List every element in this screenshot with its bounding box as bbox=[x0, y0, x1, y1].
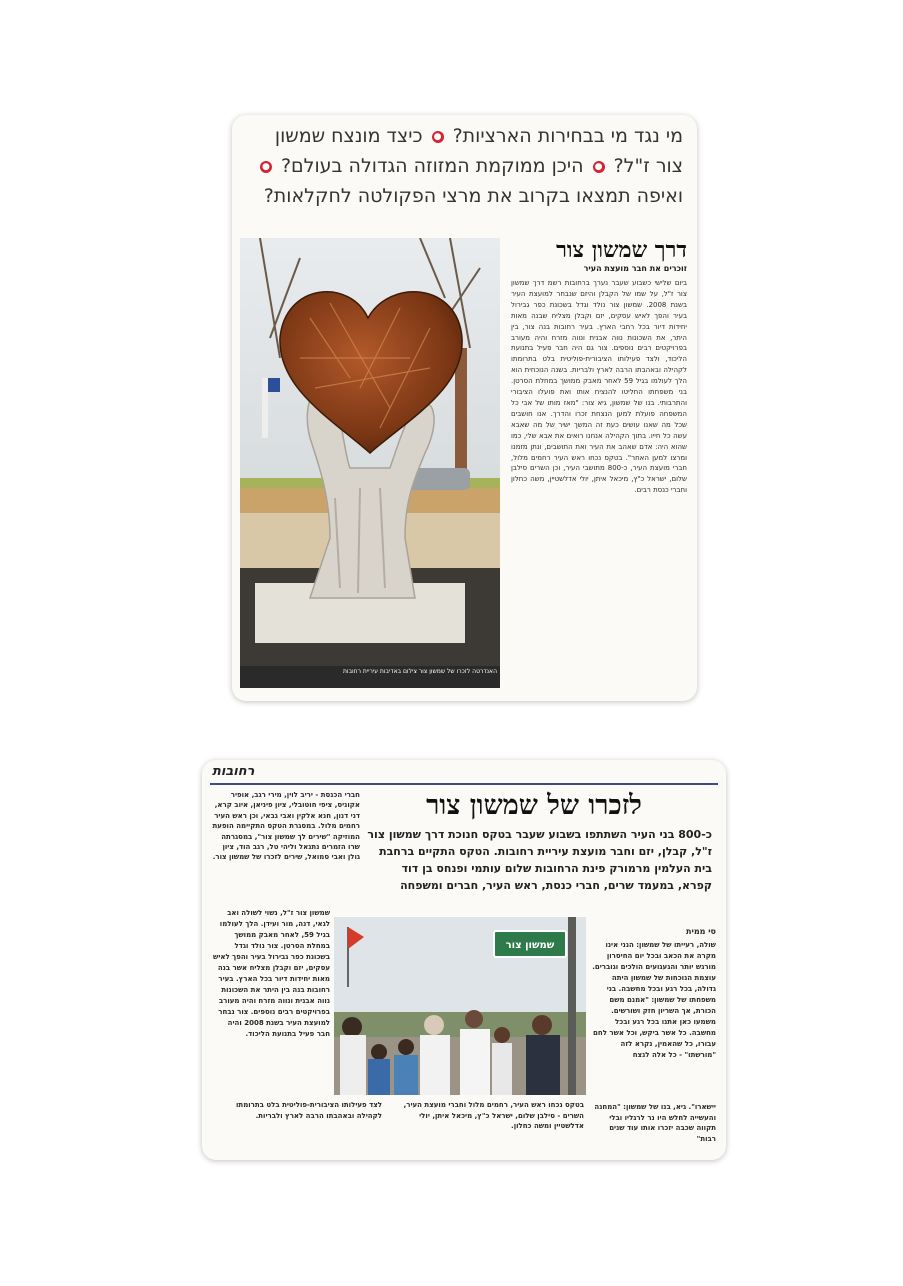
left-column: שמשון צור ז"ל, נשוי לשולה ואב לגאי, דנה, מור ועידן. הלך לעולמו בגיל 59, לאחר מאבק ממושך במחלת הסרטן. צור נולד וגדל בשכונת כפר גבירול בעיר והפך לאיש עסקים, יזם וקבלן מצליח אשר בנה מאות יחידות דיור בכל הארץ. בעיר רחובות בנה בין היתר את השכונות נווה אבנית ונווה מזרח והיה מעורב בפרויקטים רבים נוספים. צור נבחר למועצת העיר בשנת 2008 והיה חבר פעיל בתנועת הליכוד. bbox=[213, 909, 330, 1038]
photo-caption: האנדרטה לזכרו של שמשון צור צילום באדיבות עיריית רחובות bbox=[240, 666, 500, 688]
right-column-end: יישארו". גיא, בנו של שמשון: "המחנה והעשייה לחלש היו נר לרגליו ובלי תקווה שכבה יזכרו אותו עוד שנים רבות" bbox=[594, 1103, 716, 1143]
bullet-icon: ● bbox=[432, 131, 444, 143]
section-name: רחובות bbox=[212, 764, 255, 779]
article-subheadline: זוכרים את חבר מועצת העיר bbox=[583, 264, 687, 273]
teaser-question-4: ואיפה תמצאו בקרוב את מרצי הפקולטה לחקלאות? bbox=[263, 185, 683, 207]
article-body: ביום שלישי כשבוע שעבר נערך ברחובות רשמ דרך שמשון צור ז"ל, על שמו של הקבלן והיזם שנבחר למועצת העיר בשנת 2008. שמשון צור נולד וגדל בשכונת כפר גבירול בעיר והפך לאיש עסקים, יזם וקבלן מצליח שבנה מאות יחידות דיור בכל רחבי הארץ. בעיר רחובות בנה צור, בין היתר, את השכונות נווה אבנית ונווה מזרח והיה מעורב בפרויקטים רבים נוספים. צור גם היה חבר פעיל בתנועת הליכוד, ולצד פעילותו הציבורית-פוליטית בלט בתרומתו לקהילה ובאהבתו הרבה לארץ ולבריות. בשנה הנוכחית הוא הלך לעולמו בגיל 59 לאחר מאבק ממושך במחלת הסרטן. בני משפחתו החליטו להנציח אותו ואת פועלו הציבורי והתרבותי. בנו של שמשון, גיא צור: "מאז מותו של אבי כל המשפחה פועלת למען הנצחת זכרו והדרך. אנו חושבים שכל מה שאנו עושים כעת זה המשך ישיר של מה שאבא עשה כל חייו. בתוך הקהילה אנחנו רואים את אבא שלי, כמו שהוא היה: אדם שאהב את העיר ואת התושבים, ונתן מזמנו ומרצו למען האחר". בטקס נכחו ראש העיר רחמים מלול, חברי מועצת העיר, כ-800 מתושבי העיר, וכן השרים סילבן שלום, ישראל כ"ץ, מיכאל איתן, יולי אדלשטיין, משה כחלון וחברי כנסת רבים. bbox=[511, 279, 687, 495]
article-clipping-bottom bbox=[202, 760, 726, 1160]
teaser-questions bbox=[242, 121, 683, 211]
article-subheadline: כ-800 בני העיר השתתפו בשבוע שעבר בטקס חנוכת דרך שמשון צור ז"ל, קבלן, יזם וחבר מועצת עיריית רחובות. הטקס התקיים ברחבת בית העלמין מרמורק פינת הרחובות שלום עותמי ופנחס בן דוד קפרא, במעמד שרים, חברי כנסת, ראש העיר, חברים ומשפחה bbox=[367, 828, 712, 892]
bullet-icon: ● bbox=[593, 161, 605, 173]
byline: סי ממית bbox=[686, 927, 716, 936]
teaser-question-2: כיצד מונצח שמשון צור ז"ל? bbox=[274, 125, 683, 177]
teaser-question-1: מי נגד מי בבחירות הארציות? bbox=[452, 125, 683, 147]
article-headline: דרך שמשון צור bbox=[556, 237, 687, 263]
right-column bbox=[592, 926, 716, 1061]
article-clipping-top bbox=[232, 115, 697, 701]
article-headline: לזכרו של שמשון צור bbox=[426, 790, 642, 821]
right-column-text: שולה, רעייתו של שמשון: הנני אינו מקרה את הכאב ובכל יום החיסרון מורגש יותר והגעגועים הולכים וגוברים. עוצמת הנוכחות של שמשון היתה גדולה, בכל רגע ובכל מחשבה. בני משפחתו של שמשון: "אמנם משם הכורת, אך השריון חזק ושורשים. משמעו כאן אתנו בכל רגע ובכל מחשבה. כל אשר ביקש, וכל אשר לחם עבורו, כל שהאמין, נקרא לזה "מורשתו" - כל אלה לנצח bbox=[592, 941, 716, 1059]
bullet-icon: ● bbox=[260, 161, 272, 173]
bottom-left-text: לצד פעילותו הציבורית-פוליטית בלט בתרומתו לקהילה ובאהבתו הרבה לארץ ולבריות. bbox=[236, 1101, 382, 1120]
ceremony-photo bbox=[334, 917, 586, 1095]
street-sign-text: שמשון צור bbox=[505, 940, 555, 951]
article-column bbox=[511, 237, 687, 691]
top-left-column: חברי הכנסת - יריב לוין, מירי רגב, אופיר אקוניס, ציפי חוטובלי, ציון פיניאן, איוב קרא, דני דנון, חנא אלקין ואבי גבאי, וכן ראש העיר רחמים מלול. במסגרת הטקס התקיימה הופעת המוזיקה "שירים לך שמשון צור", במסגרתה שרו הזמרים נתנאל וליהי טל, רגב הוד, ציון גולן ואבי סמואל, שירים לזכרו של שמשון צור. bbox=[212, 791, 360, 862]
heart-sculpture-photo bbox=[240, 238, 500, 688]
photo-caption: בטקס נכחו ראש העיר, רחמים מלול וחברי מועצת העיר, השרים - סילבן שלום, ישראל כ"ץ, מיכאל איתן, יולי אדלשטיין ומשה כחלון. bbox=[403, 1101, 584, 1130]
section-rule bbox=[210, 783, 718, 785]
teaser-question-3: היכן ממוקמת המזוזה הגדולה בעולם? bbox=[280, 155, 584, 177]
